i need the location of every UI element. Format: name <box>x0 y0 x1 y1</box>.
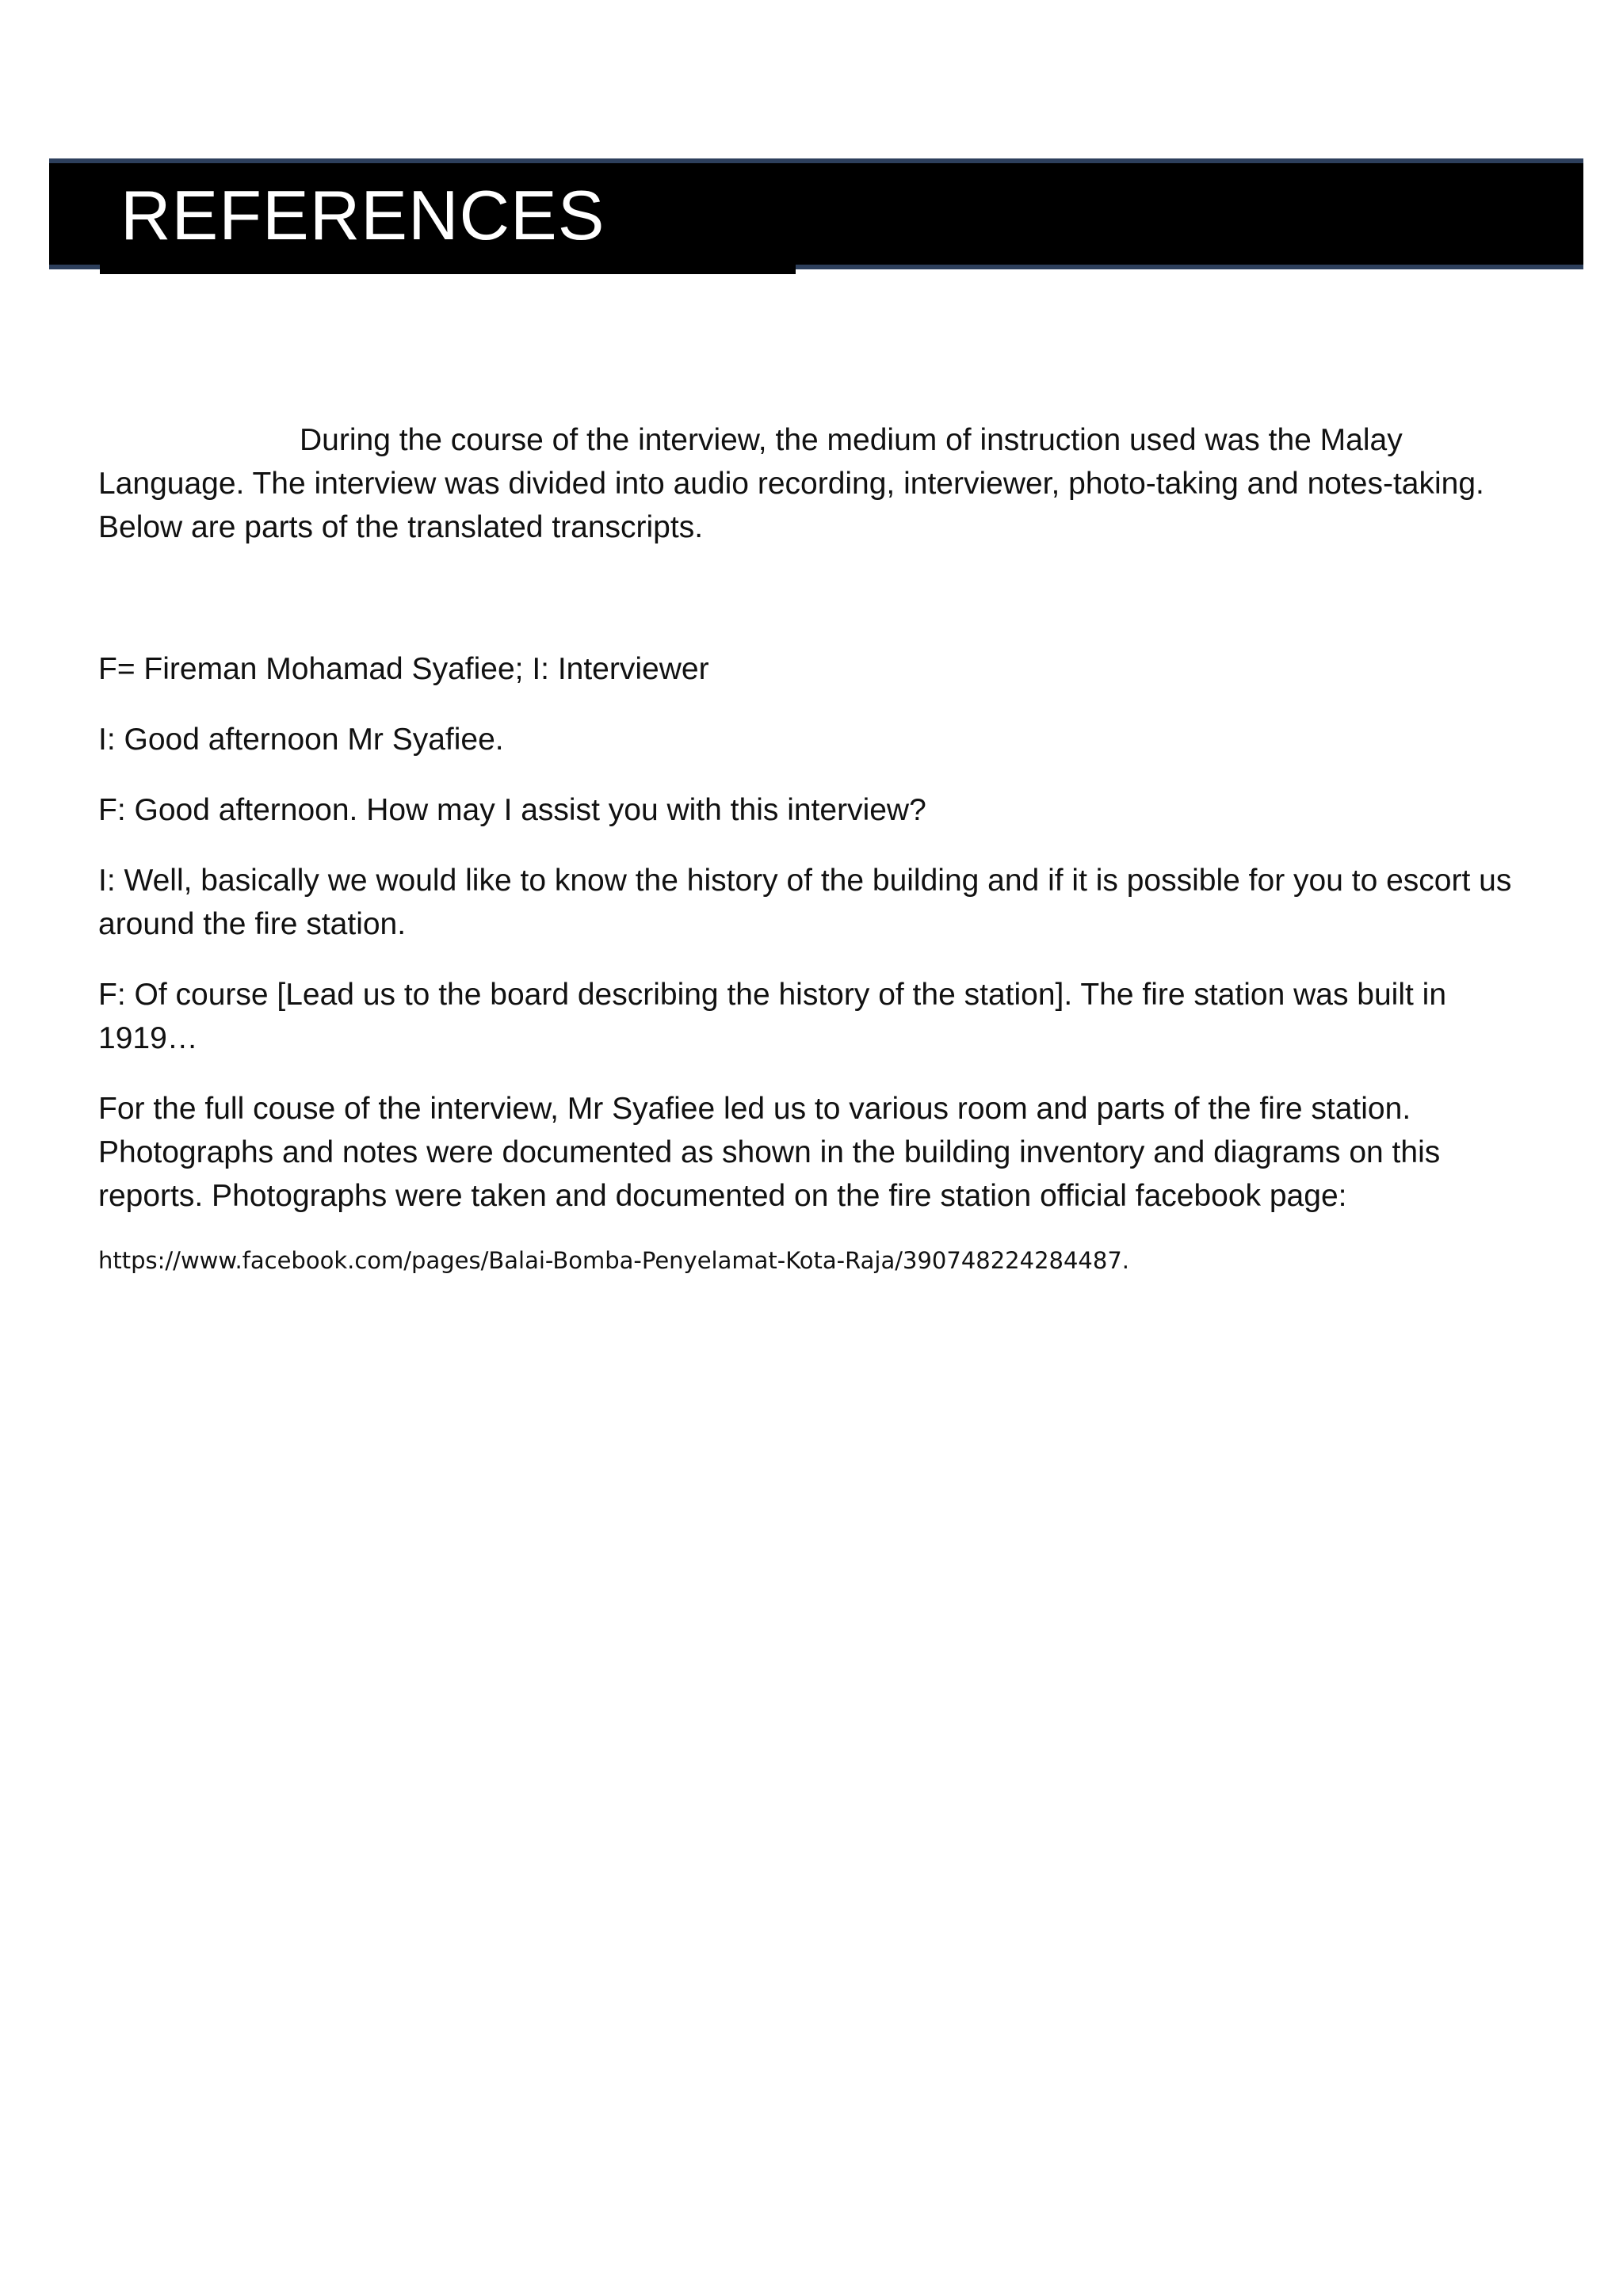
intro-paragraph: During the course of the interview, the medium of instruction used was the Malay Language. The interview was divided into audio recording, interviewer, photo-taking and notes-taking. Below are parts of the translated transcripts. <box>98 423 1484 544</box>
transcript-line: I: Good afternoon Mr Syafiee. <box>98 723 504 757</box>
transcript-line: F: Good afternoon. How may I assist you with this interview? <box>98 793 926 827</box>
speaker-legend: F= Fireman Mohamad Syafiee; I: Interviewer <box>98 652 709 686</box>
header-tab-underline <box>100 252 796 274</box>
facebook-url-link[interactable]: https://www.facebook.com/pages/Balai-Bomba-Penyelamat-Kota-Raja/390748224284487. <box>98 1247 1130 1274</box>
document-body <box>98 418 1533 1276</box>
transcript-line: F: Of course [Lead us to the board describing the history of the station]. The fire station was built in 1919… <box>98 978 1447 1055</box>
closing-paragraph: For the full couse of the interview, Mr Syafiee led us to various room and parts of the fire station. Photographs and notes were documented as shown in the building inventory and diagrams on this reports. Photographs were taken and documented on the fire station official facebook page: <box>98 1092 1441 1213</box>
page-title: REFERENCES <box>120 176 605 254</box>
transcript-line: I: Well, basically we would like to know the history of the building and if it is possible for you to escort us around the fire station. <box>98 864 1512 941</box>
